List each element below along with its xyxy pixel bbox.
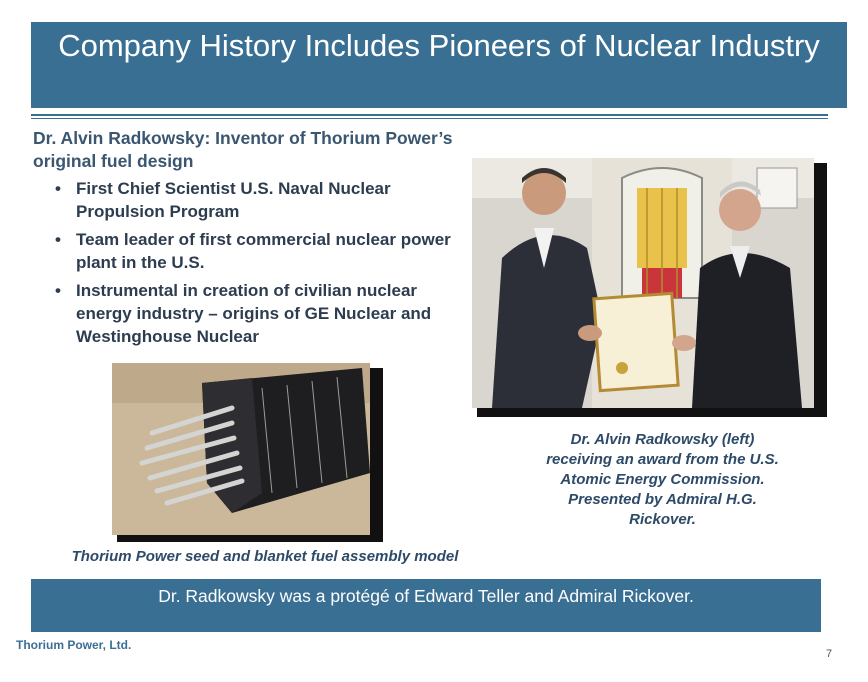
fuel-assembly-photo	[112, 363, 370, 535]
title-rule	[31, 114, 828, 116]
bullet-marker: •	[55, 281, 61, 300]
bullet-text: Team leader of first commercial nuclear power plant in the U.S.	[76, 230, 451, 272]
bullet-item	[55, 228, 465, 274]
bullet-item	[55, 279, 465, 348]
bullet-marker: •	[55, 179, 61, 198]
award-ceremony-photo	[472, 158, 814, 408]
bullet-item	[55, 177, 465, 223]
banner-text: Dr. Radkowsky was a protégé of Edward Teller and Admiral Rickover.	[158, 586, 694, 606]
bullet-list	[55, 177, 465, 353]
company-footer: Thorium Power, Ltd.	[16, 638, 132, 652]
title-rule-thin	[31, 118, 828, 119]
lead-text: Dr. Alvin Radkowsky: Inventor of Thorium Power’s original fuel design	[33, 128, 453, 171]
bullet-text: First Chief Scientist U.S. Naval Nuclear Propulsion Program	[76, 179, 391, 221]
fuel-assembly-caption: Thorium Power seed and blanket fuel assembly model	[71, 548, 459, 565]
bullet-text: Instrumental in creation of civilian nuclear energy industry – origins of GE Nuclear and Westinghouse Nuclear	[76, 281, 432, 346]
page-number: 7	[826, 648, 833, 660]
award-photo-caption: Dr. Alvin Radkowsky (left) receiving an award from the U.S. Atomic Energy Commission. Presented by Admiral H.G. Rickover.	[546, 431, 779, 528]
slide-title: Company History Includes Pioneers of Nuclear Industry	[58, 28, 820, 63]
bullet-marker: •	[55, 230, 61, 249]
